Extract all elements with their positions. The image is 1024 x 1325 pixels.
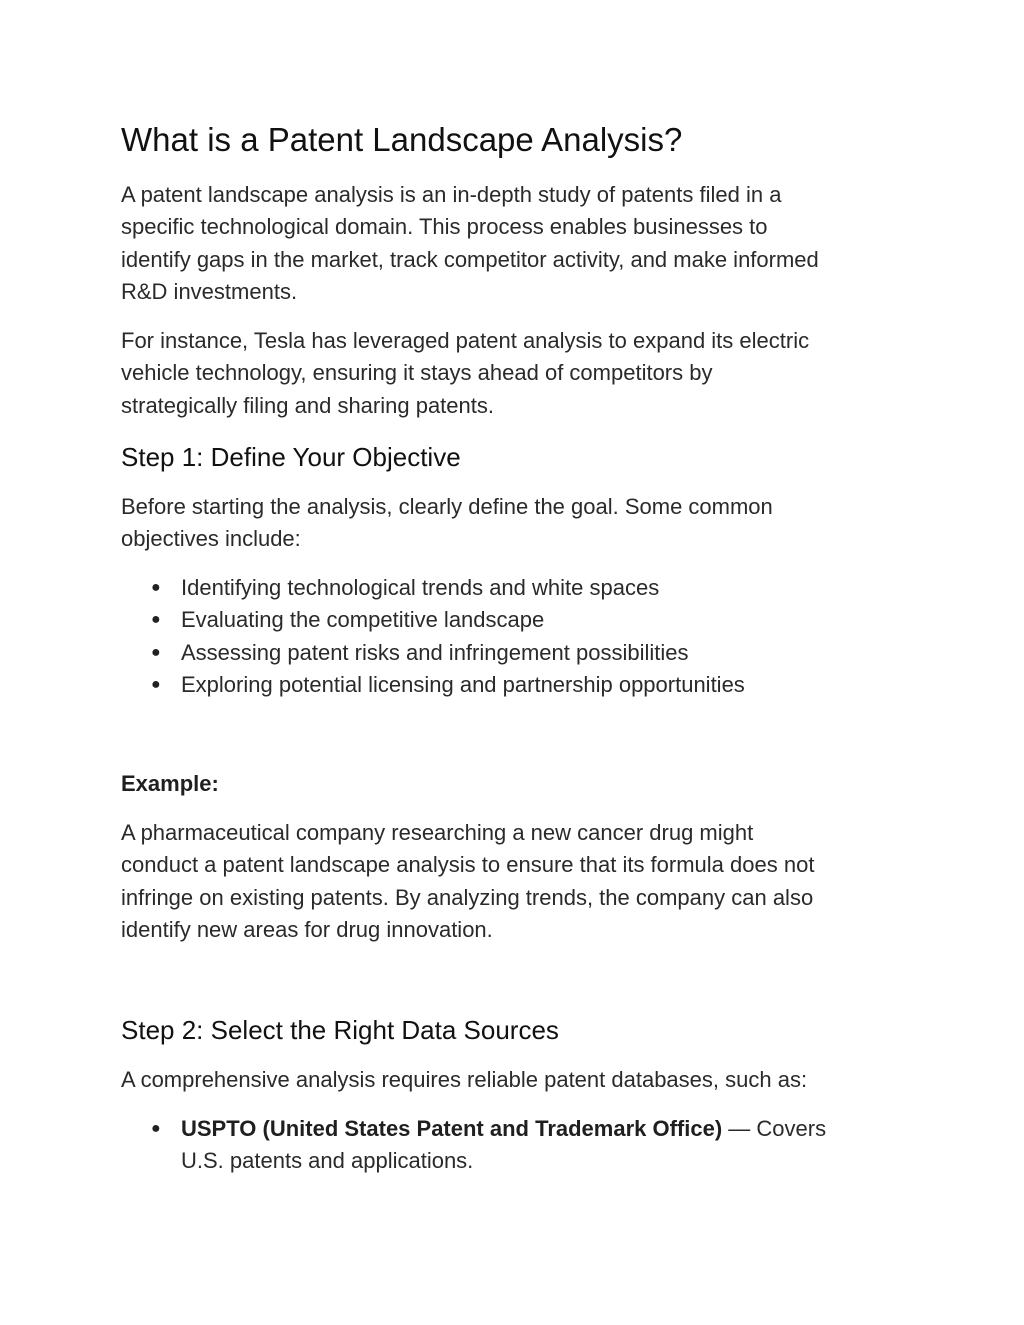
list-item-text: Exploring potential licensing and partnership opportunities xyxy=(181,672,745,698)
intro-line: specific technological domain. This process enables businesses to xyxy=(121,214,768,240)
example-line: A pharmaceutical company researching a new cancer drug might xyxy=(121,820,754,845)
example-paragraph xyxy=(121,817,881,947)
step2-intro: A comprehensive analysis requires reliable patent databases, such as: xyxy=(121,1067,808,1092)
source-name: USPTO (United States Patent and Trademark Office) xyxy=(181,1116,723,1141)
intro-line: R&D investments. xyxy=(121,279,298,305)
list-item xyxy=(151,669,745,701)
bullet-icon: ● xyxy=(151,676,161,694)
bullet-icon: ● xyxy=(151,611,161,629)
intro-line: identify gaps in the market, track competitor activity, and make informed xyxy=(121,246,819,272)
list-item xyxy=(151,604,745,636)
source-description: — Covers xyxy=(722,1116,827,1141)
page-title: What is a Patent Landscape Analysis? xyxy=(121,121,683,158)
tesla-line: vehicle technology, ensuring it stays ahead of competitors by xyxy=(121,360,713,386)
example-line: conduct a patent landscape analysis to ensure that its formula does not xyxy=(121,852,815,878)
tesla-line: strategically filing and sharing patents. xyxy=(121,392,494,418)
step1-intro-paragraph xyxy=(121,491,881,556)
bullet-icon: ● xyxy=(151,643,161,661)
step1-intro-line: objectives include: xyxy=(121,526,301,552)
step1-heading: Step 1: Define Your Objective xyxy=(121,442,461,472)
source-description-continued: U.S. patents and applications. xyxy=(181,1148,474,1174)
step1-intro-line: Before starting the analysis, clearly define the goal. Some common xyxy=(121,494,773,519)
objectives-list xyxy=(151,572,745,702)
tesla-line: For instance, Tesla has leveraged patent analysis to expand its electric xyxy=(121,328,810,353)
tesla-paragraph xyxy=(121,325,881,422)
list-item xyxy=(151,572,745,604)
example-label: Example: xyxy=(121,771,219,796)
intro-paragraph xyxy=(121,179,881,309)
bullet-icon: ● xyxy=(151,1120,161,1137)
example-line: identify new areas for drug innovation. xyxy=(121,917,493,943)
data-sources-list xyxy=(151,1113,826,1178)
list-item-text: Evaluating the competitive landscape xyxy=(181,607,545,633)
list-item-text: Assessing patent risks and infringement possibilities xyxy=(181,639,689,665)
intro-line: A patent landscape analysis is an in-depth study of patents filed in a xyxy=(121,182,782,207)
bullet-icon: ● xyxy=(151,579,161,596)
step2-heading: Step 2: Select the Right Data Sources xyxy=(121,1015,559,1045)
list-item-text: Identifying technological trends and white spaces xyxy=(181,575,660,600)
list-item xyxy=(151,637,745,669)
example-line: infringe on existing patents. By analyzing trends, the company can also xyxy=(121,884,814,910)
list-item xyxy=(151,1113,826,1178)
